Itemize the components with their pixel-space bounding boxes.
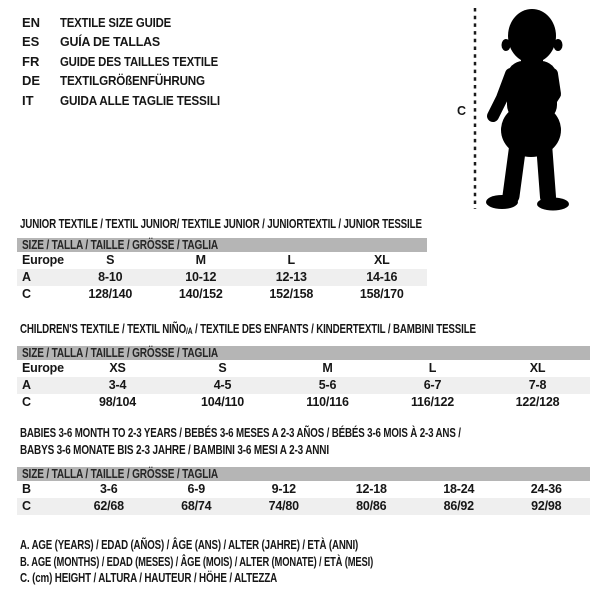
age-value: 24-36 bbox=[530, 482, 562, 496]
junior-row-height bbox=[17, 286, 427, 303]
legend-line-b: B. AGE (MONTHS) / EDAD (MESES) / ÂGE (MOIS) / ALTER (MONATE) / ETÀ (MESI) bbox=[20, 554, 374, 569]
lang-row-it bbox=[22, 91, 240, 110]
height-value: 86/92 bbox=[443, 499, 474, 513]
age-value: 12-18 bbox=[355, 482, 387, 496]
babies-size-header-bar: SIZE / TALLA / TAILLE / GRÖSSE / TAGLIA bbox=[17, 467, 590, 481]
row-label: A bbox=[22, 378, 31, 392]
lang-text: GUIDA ALLE TAGLIE TESSILI bbox=[60, 92, 220, 108]
lang-code: DE bbox=[22, 73, 41, 89]
lang-text: TEXTILGRÖßENFÜHRUNG bbox=[60, 73, 205, 89]
age-value: 14-16 bbox=[366, 270, 398, 284]
toddler-body bbox=[486, 9, 569, 211]
height-value: 104/110 bbox=[200, 395, 245, 409]
age-value: 12-13 bbox=[275, 270, 307, 284]
size-value: L bbox=[287, 253, 295, 267]
babies-table bbox=[17, 467, 590, 515]
lang-row-es bbox=[22, 32, 240, 51]
height-value: 80/86 bbox=[356, 499, 387, 513]
babies-row-height bbox=[17, 498, 590, 515]
size-value: XL bbox=[529, 361, 546, 375]
size-value: M bbox=[195, 253, 206, 267]
row-label: Europe bbox=[22, 361, 64, 375]
row-label: C bbox=[22, 287, 31, 301]
children-row-age bbox=[17, 377, 590, 394]
height-value: 62/68 bbox=[93, 499, 124, 513]
size-value: L bbox=[428, 361, 437, 375]
height-value: 68/74 bbox=[181, 499, 212, 513]
row-label: C bbox=[22, 395, 31, 409]
height-value: 92/98 bbox=[531, 499, 562, 513]
height-value: 116/122 bbox=[410, 395, 455, 409]
height-value: 140/152 bbox=[178, 287, 223, 301]
size-value: S bbox=[218, 361, 227, 375]
lang-text: TEXTILE SIZE GUIDE bbox=[60, 15, 171, 30]
junior-title: JUNIOR TEXTILE / TEXTIL JUNIOR/ TEXTILE JUNIOR / JUNIORTEXTIL / JUNIOR TESSILE bbox=[20, 216, 422, 231]
height-value: 110/116 bbox=[306, 395, 349, 409]
age-value: 7-8 bbox=[528, 378, 547, 392]
size-value: M bbox=[322, 361, 333, 375]
age-value: 9-12 bbox=[271, 482, 296, 496]
lang-code: ES bbox=[22, 34, 40, 50]
height-value: 74/80 bbox=[268, 499, 299, 513]
height-value: 98/104 bbox=[98, 395, 137, 409]
age-value: 3-6 bbox=[100, 482, 118, 496]
lang-code: FR bbox=[22, 53, 40, 69]
children-size-header-bar: SIZE / TALLA / TAILLE / GRÖSSE / TAGLIA bbox=[17, 346, 590, 360]
age-value: 6-7 bbox=[423, 378, 442, 392]
height-value: 122/128 bbox=[515, 395, 560, 409]
lang-row-de bbox=[22, 71, 240, 90]
row-label: B bbox=[22, 482, 31, 496]
age-value: 8-10 bbox=[98, 270, 123, 284]
legend bbox=[20, 537, 490, 587]
size-value: XL bbox=[373, 253, 390, 267]
age-value: 3-4 bbox=[108, 378, 127, 392]
toddler-silhouette bbox=[455, 6, 585, 211]
babies-row-age bbox=[17, 481, 590, 498]
lang-text: GUÍA DE TALLAS bbox=[60, 34, 160, 50]
age-value: 4-5 bbox=[213, 378, 232, 392]
lang-row-fr bbox=[22, 52, 240, 71]
age-value: 6-9 bbox=[187, 482, 205, 496]
junior-size-header-bar: SIZE / TALLA / TAILLE / GRÖSSE / TAGLIA bbox=[17, 238, 427, 252]
height-value: 128/140 bbox=[88, 287, 133, 301]
lang-text: GUIDE DES TAILLES TEXTILE bbox=[60, 53, 219, 69]
age-value: 10-12 bbox=[185, 270, 217, 284]
junior-table bbox=[17, 238, 427, 303]
lang-code: EN bbox=[22, 15, 41, 30]
legend-line-a: A. AGE (YEARS) / EDAD (AÑOS) / ÂGE (ANS) / ALTER (JAHRE) / ETÀ (ANNI) bbox=[20, 538, 359, 552]
age-value: 5-6 bbox=[318, 378, 337, 392]
age-value: 18-24 bbox=[443, 482, 475, 496]
height-value: 158/170 bbox=[359, 287, 404, 301]
children-row-height bbox=[17, 394, 590, 411]
legend-line-c: C. (cm) HEIGHT / ALTURA / HAUTEUR / HÖHE / ALTEZZA bbox=[20, 571, 278, 586]
babies-title-line2: BABYS 3-6 MONATE BIS 2-3 JAHRE / BAMBINI 3-6 MESI A 2-3 ANNI bbox=[20, 442, 329, 457]
lang-code: IT bbox=[22, 92, 34, 108]
language-header bbox=[22, 13, 240, 110]
lang-row-en bbox=[22, 13, 240, 32]
height-value: 152/158 bbox=[269, 287, 314, 301]
junior-row-europe bbox=[17, 252, 427, 269]
figure-height-label: C bbox=[457, 104, 467, 118]
children-title: CHILDREN'S TEXTILE / TEXTIL NIÑO/A / TEXTILE DES ENFANTS / KINDERTEXTIL / BAMBINI TESSILE bbox=[20, 321, 476, 336]
children-table bbox=[17, 346, 590, 411]
row-label: A bbox=[22, 270, 31, 284]
row-label: C bbox=[22, 499, 31, 513]
size-value: S bbox=[106, 253, 115, 267]
size-value: XS bbox=[109, 361, 126, 375]
babies-title-line1: BABIES 3-6 MONTH TO 2-3 YEARS / BEBÉS 3-6 MESES A 2-3 AÑOS / BÉBÉS 3-6 MOIS À 2-3 ANS / bbox=[20, 425, 461, 440]
title-subscript: /A bbox=[186, 326, 193, 336]
row-label: Europe bbox=[22, 253, 64, 267]
children-row-europe bbox=[17, 360, 590, 377]
junior-row-age bbox=[17, 269, 427, 286]
